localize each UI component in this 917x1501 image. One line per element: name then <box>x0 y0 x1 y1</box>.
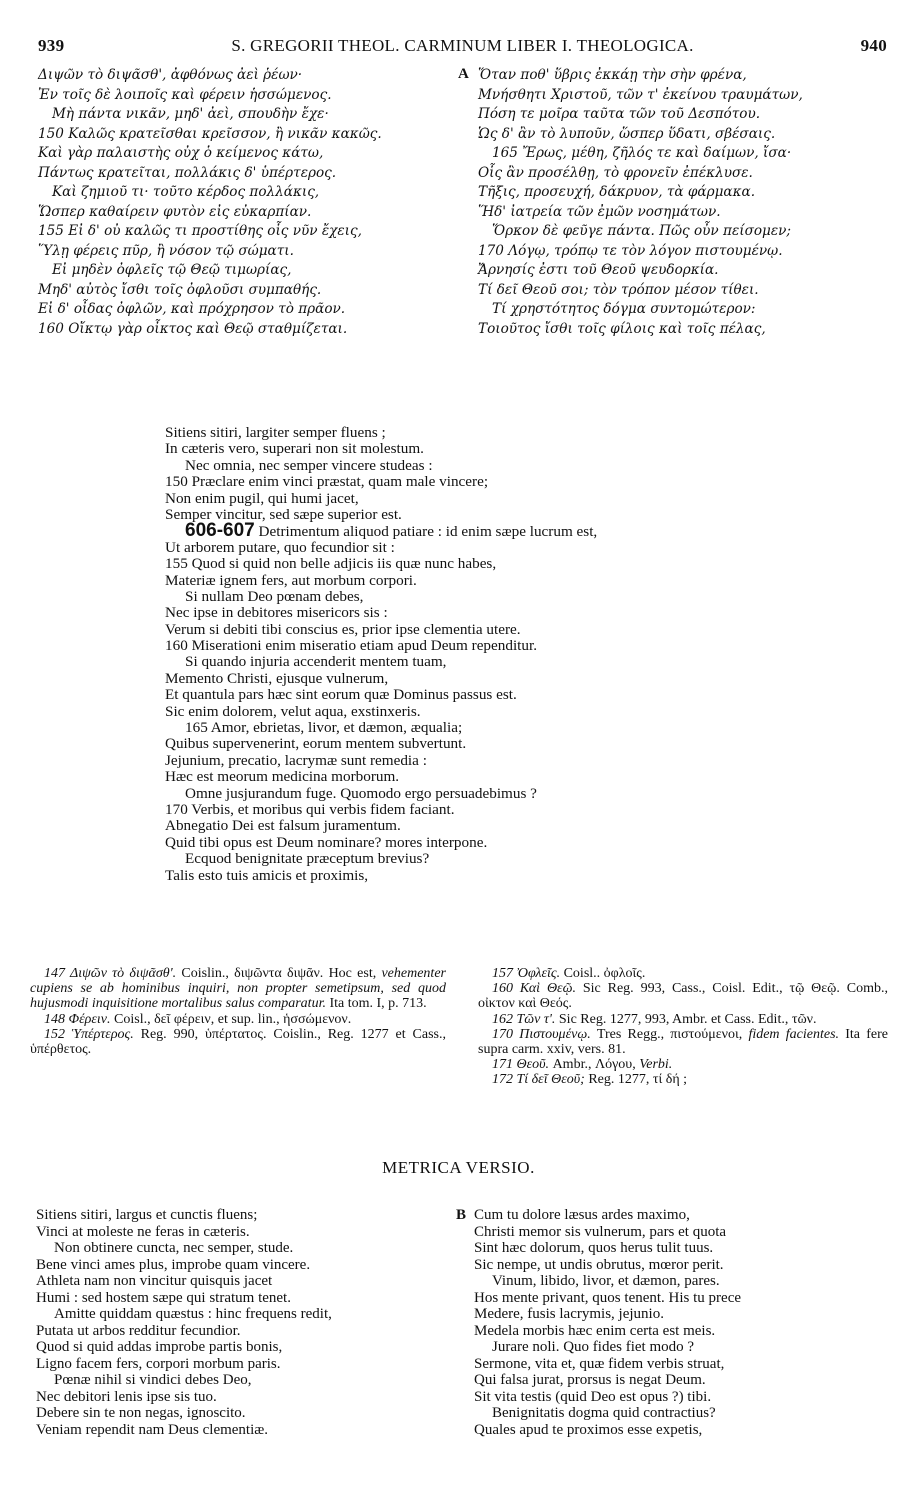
latin-translation <box>165 425 765 884</box>
greek-line: 155 Εἰ δ' οὐ καλῶς τι προστίθης οἷς νῦν ἔχεις, <box>38 223 362 239</box>
latin-line: 150 Præclare enim vinci præstat, quam male vincere; <box>165 473 489 491</box>
note-text: Ambr., Λόγου, <box>549 1057 640 1073</box>
verse-line: Veniam rependit nam Deus clementiæ. <box>36 1421 269 1438</box>
column-marker-b: B <box>456 1207 467 1223</box>
note-italic: fidem facientes. <box>748 1026 840 1042</box>
greek-line: Μὴ πάντα νικᾶν, μηδ' ἀεὶ, σπουδὴν ἔχε· <box>52 106 329 122</box>
column-numbers: 606-607 <box>185 520 255 542</box>
latin-line: Materiæ ignem fers, aut morbum corpori. <box>165 571 417 589</box>
note <box>478 1072 888 1087</box>
note <box>30 966 446 1012</box>
page-number-right: 940 <box>860 36 887 55</box>
greek-column-left <box>38 66 382 339</box>
running-header <box>38 36 887 58</box>
column-marker-a: A <box>458 66 469 82</box>
verse-line: Athleta nam non vincitur quisquis jacet <box>36 1273 273 1289</box>
greek-line: Ὅταν ποθ' ὕβρις ἐκκάῃ τὴν σὴν φρένα, <box>478 67 747 83</box>
note-text: Reg. 990, ὑπέρτατος. Coislin., Reg. 1277 et Cass., ὑπέρθετος. <box>30 1026 446 1058</box>
page-number-left: 939 <box>38 36 65 55</box>
verse-line: Humi : sed hostem sæpe qui stratum tenet. <box>36 1289 291 1306</box>
latin-line: Hæc est meorum medicina morborum. <box>165 768 400 786</box>
latin-line: Si nullam Deo pœnam debes, <box>185 587 364 605</box>
verse-line: Jurare noli. Quo fides fiet modo ? <box>492 1339 695 1355</box>
verse-line: Cum tu dolore læsus ardes maximo, <box>474 1207 690 1223</box>
note <box>478 1027 888 1057</box>
greek-line: Ὥσπερ καθαίρειν φυτὸν εἰς εὐκαρπίαν. <box>38 203 312 220</box>
verse-line: Vinum, libido, livor, et dæmon, pares. <box>492 1273 720 1289</box>
verse-line: Vinci at moleste ne feras in cæteris. <box>36 1223 250 1240</box>
note-lemma: 160 Καὶ Θεῷ. <box>492 981 576 997</box>
latin-line: Abnegatio Dei est falsum juramentum. <box>165 817 401 835</box>
note-lemma: 172 Τί δεῖ Θεοῦ; <box>492 1072 585 1088</box>
note <box>30 1012 446 1027</box>
verse-line: Nec debitori lenis ipse sis tuo. <box>36 1388 217 1405</box>
greek-line: Τί χρηστότητος δόγμα συντομώτερον: <box>492 301 756 317</box>
greek-line: Τοιοῦτος ἴσθι τοῖς φίλοις καὶ τοῖς πέλας, <box>478 320 766 337</box>
verse-line: Christi memor sis vulnerum, pars et quota <box>474 1223 727 1240</box>
note-tail: Ita tom. I, p. 713. <box>325 996 427 1012</box>
note-lemma: 148 Φέρειν. <box>44 1011 111 1027</box>
latin-line: Sic enim dolorem, velut aqua, exstinxeris. <box>165 702 421 720</box>
latin-line: Omne jusjurandum fuge. Quomodo ergo persuadebimus ? <box>185 784 537 802</box>
latin-line: 160 Miserationi enim miseratio etiam apud Deum rependitur. <box>165 637 538 655</box>
verse-line: Pœnæ nihil si vindici debes Deo, <box>54 1372 252 1388</box>
latin-line: Talis esto tuis amicis et proximis, <box>165 866 369 884</box>
latin-line: Semper vincitur, sed sæpe superior est. <box>165 505 402 523</box>
greek-line: Ἄρνησίς ἐστι τοῦ Θεοῦ ψευδορκία. <box>478 262 719 278</box>
metrica-column-left <box>36 1207 332 1438</box>
verse-line: Medela morbis hæc enim certa est meis. <box>474 1322 716 1339</box>
verse-line: Non obtinere cuncta, nec semper, stude. <box>54 1240 294 1256</box>
note <box>478 1012 888 1027</box>
verse-line: Sitiens sitiri, largus et cunctis fluens; <box>36 1207 258 1223</box>
note <box>478 1057 888 1072</box>
latin-line: Memento Christi, ejusque vulnerum, <box>165 669 389 687</box>
latin-line: Jejunium, precatio, lacrymæ sunt remedia : <box>165 751 427 769</box>
notes-right <box>478 966 888 1088</box>
greek-line: Μνήσθητι Χριστοῦ, τῶν τ' ἐκείνου τραυμάτων, <box>478 86 803 103</box>
greek-line: Πόση τε μοῖρα ταῦτα τῶν τοῦ Δεσπότου. <box>478 106 761 122</box>
greek-line: Εἰ μηδὲν ὀφλεῖς τῷ Θεῷ τιμωρίας, <box>52 262 292 278</box>
verse-line: Medere, fusis lacrymis, jejunio. <box>474 1306 664 1322</box>
latin-line: Non enim pugil, qui humi jacet, <box>165 489 359 507</box>
greek-line: Εἰ δ' οἶδας ὀφλῶν, καὶ πρόχρησον τὸ πρᾶον. <box>38 301 346 317</box>
greek-column-right <box>478 66 803 339</box>
latin-line: Nec omnia, nec semper vincere studeas : <box>185 456 433 474</box>
note-text: Sic Reg. 993, Cass., Coisl. Edit., τῷ Θεῷ. Comb., οἰκτον καὶ Θεός. <box>478 981 889 1012</box>
note-text: Coislin., διψῶντα διψᾶν. Hoc est, <box>176 966 382 981</box>
note-text: Coisl.. ὀφλοῖς. <box>560 966 646 981</box>
note-text: Sic Reg. 1277, 993, Ambr. et Cass. Edit., τῶν. <box>555 1011 817 1027</box>
notes-left <box>30 966 446 1057</box>
greek-line: Ὕλῃ φέρεις πῦρ, ἢ νόσον τῷ σώματι. <box>38 242 294 259</box>
latin-line: Quibus supervenerint, eorum mentem subvertunt. <box>165 735 467 753</box>
verse-line: Amitte quiddam quæstus : hinc frequens redit, <box>54 1306 332 1322</box>
latin-line: Et quantula pars hæc sint eorum quæ Dominus passus est. <box>165 686 517 704</box>
latin-line: Sitiens sitiri, largiter semper fluens ; <box>165 424 386 441</box>
verse-line: Sic nempe, ut undis obrutus, mœror perit. <box>474 1256 724 1273</box>
latin-line: Verum si debiti tibi conscius es, prior ipse clementia utere. <box>165 620 521 638</box>
running-title: S. GREGORII THEOL. CARMINUM LIBER I. THEOLOGICA. <box>231 36 694 55</box>
note-lemma: 162 Τῶν τ'. <box>492 1011 556 1027</box>
greek-line: Ὅρκον δὲ φεῦγε πάντα. Πῶς οὖν πείσομεν; <box>492 223 792 239</box>
verse-line: Ligno facem fers, corpori morbum paris. <box>36 1355 281 1372</box>
greek-line: Ἐν τοῖς δὲ λοιποῖς καὶ φέρειν ἡσσώμενος. <box>38 86 332 103</box>
verse-line: Putata ut arbos redditur fecundior. <box>36 1322 241 1339</box>
note-lemma: 147 Διψῶν τὸ διψᾶσθ'. <box>44 966 177 981</box>
note-text: Coisl., δεῖ φέρειν, et sup. lin., ἡσσώμενον. <box>110 1011 352 1027</box>
latin-line-with-column-numbers <box>165 520 765 542</box>
note <box>30 1027 446 1057</box>
verse-line: Sint hæc dolorum, quos herus tulit tuus. <box>474 1240 714 1256</box>
latin-line: Nec ipse in debitores misericors sis : <box>165 604 388 622</box>
verse-line: Quod si quid addas improbe partis bonis, <box>36 1339 283 1355</box>
greek-line: 150 Καλῶς κρατεῖσθαι κρεῖσσον, ἢ νικᾶν κακῶς. <box>38 125 382 142</box>
verse-line: Qui falsa jurat, prorsus is negat Deum. <box>474 1372 706 1388</box>
note-italic: Verbi. <box>639 1057 673 1073</box>
greek-line: Διψῶν τὸ διψᾶσθ', ἀφθόνως ἀεὶ ῥέων· <box>38 67 303 83</box>
greek-line: Καὶ γὰρ παλαιστὴς οὐχ ὁ κείμενος κάτω, <box>38 145 324 161</box>
latin-line: 165 Amor, ebrietas, livor, et dæmon, æqualia; <box>185 719 463 737</box>
verse-line: Sit vita testis (quid Deo est opus ?) tibi. <box>474 1388 712 1405</box>
latin-line: Quid tibi opus est Deum nominare? mores interpone. <box>165 833 488 851</box>
section-title: METRICA VERSIO. <box>382 1158 535 1177</box>
verse-line: Benignitatis dogma quid contractius? <box>492 1405 716 1421</box>
latin-line: In cæteris vero, superari non sit molestum. <box>165 440 424 458</box>
greek-line: 165 Ἔρως, μέθη, ζῆλός τε καὶ δαίμων, ἴσα· <box>492 145 792 161</box>
metrica-column-right <box>474 1207 741 1438</box>
note <box>478 981 888 1011</box>
latin-line: Si quando injuria accenderit mentem tuam, <box>185 653 447 671</box>
note-tail: Ita fere supra carm. xxiv, vers. 81. <box>478 1026 888 1058</box>
verse-line: Debere sin te non negas, ignoscito. <box>36 1405 246 1421</box>
note <box>478 966 888 981</box>
note-italic: vehementer cupiens se ab hominibus inquiri, non propter semetipsum, sed quod hujusmodi inquisitione mortalibus salus comparatur. <box>30 966 446 1012</box>
greek-line: 170 Λόγῳ, τρόπῳ τε τὸν λόγον πιστουμένῳ. <box>478 242 783 259</box>
verse-line: Hos mente privant, quos tenent. His tu prece <box>474 1289 742 1306</box>
note-lemma: 152 Ὑπέρτερος. <box>44 1026 134 1042</box>
greek-line: Μηδ' αὐτὸς ἴσθι τοῖς ὀφλοῦσι συμπαθής. <box>38 281 322 298</box>
latin-line: Ut arborem putare, quo fecundior sit : <box>165 538 395 556</box>
greek-line: 160 Οἴκτῳ γὰρ οἶκτος καὶ Θεῷ σταθμίζεται. <box>38 320 348 337</box>
greek-line: Καὶ ζημιοῦ τι· τοῦτο κέρδος πολλάκις, <box>52 184 320 200</box>
note-lemma: 170 Πιστουμένῳ. <box>492 1026 591 1042</box>
latin-line: Ecquod benignitate præceptum brevius? <box>185 850 430 868</box>
verse-line: Quales apud te proximos esse expetis, <box>474 1421 703 1438</box>
note-lemma: 171 Θεοῦ. <box>492 1057 550 1073</box>
note-text: Tres Regg., πιστούμενοι, <box>590 1026 749 1042</box>
note-text: Reg. 1277, τί δή ; <box>584 1072 688 1088</box>
verse-line: Bene vinci ames plus, improbe quam vincere. <box>36 1256 311 1273</box>
greek-line: Τί δεῖ Θεοῦ σοι; τὸν τρόπον μέσον τίθει. <box>478 281 759 298</box>
greek-line: Ἥδ' ἰατρεία τῶν ἐμῶν νοσημάτων. <box>478 203 721 220</box>
note-lemma: 157 Ὀφλεῖς. <box>492 966 561 981</box>
greek-line: Ὡς δ' ἂν τὸ λυποῦν, ὥσπερ ὕδατι, σβέσαις. <box>478 125 776 142</box>
latin-line: 170 Verbis, et moribus qui verbis fidem faciant. <box>165 800 455 818</box>
latin-line: 155 Quod si quid non belle adjicis iis quæ nunc habes, <box>165 555 497 573</box>
verse-line: Sermone, vita et, quæ fidem verbis struat, <box>474 1355 725 1372</box>
greek-line: Τῆξις, προσευχή, δάκρυον, τὰ φάρμακα. <box>478 184 756 200</box>
greek-line: Πάντως κρατεῖται, πολλάκις δ' ὑπέρτερος. <box>38 164 337 181</box>
latin-line: Detrimentum aliquod patiare : id enim sæpe lucrum est, <box>258 523 598 541</box>
greek-line: Οἷς ἂν προσέλθῃ, τὸ φρονεῖν ἐπέκλυσε. <box>478 164 753 181</box>
